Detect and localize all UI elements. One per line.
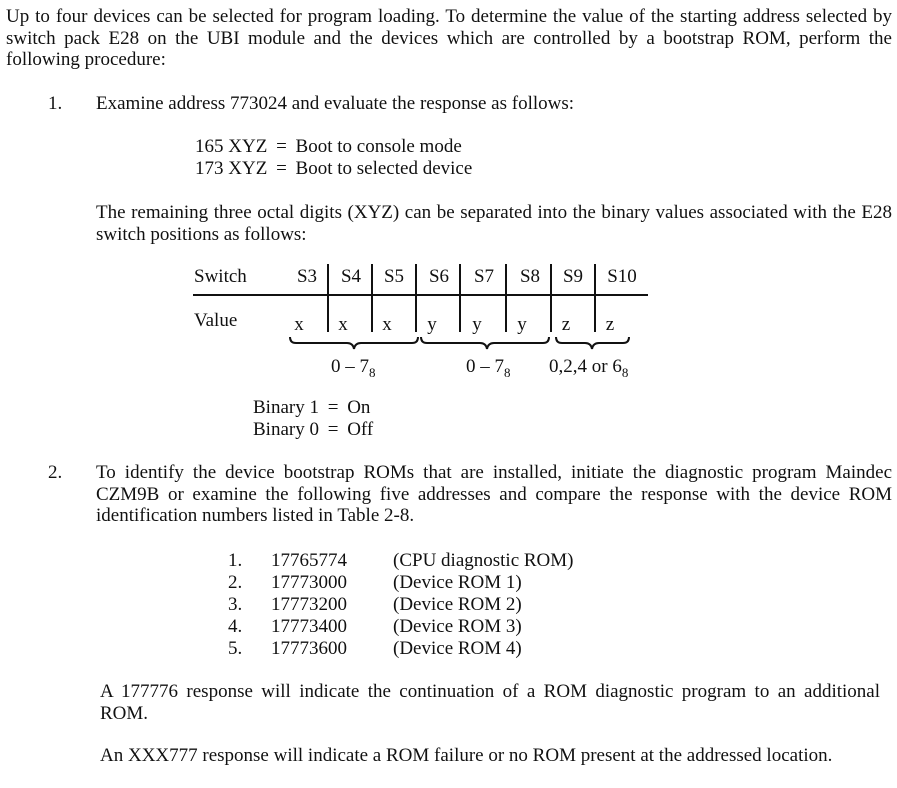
response-code: 173 XYZ xyxy=(195,158,268,179)
address-description: (CPU diagnostic ROM) xyxy=(393,550,574,571)
address-value: 17773200 xyxy=(271,594,347,615)
address-number: 1. xyxy=(228,550,243,571)
switch-value: y xyxy=(517,314,527,335)
binary-equals: = xyxy=(327,397,339,418)
binary-state: On xyxy=(347,397,371,418)
switch-label: S7 xyxy=(473,266,495,287)
switch-label: S3 xyxy=(296,266,318,287)
group-range-x: $0 - 7_8$ xyxy=(331,356,376,380)
switch-row-label: Switch xyxy=(194,266,247,287)
switch-label: S10 xyxy=(607,266,637,287)
switch-label: S6 xyxy=(428,266,450,287)
group-range-z: 0,2,4 or $6_8$ xyxy=(549,356,629,380)
switch-label: S9 xyxy=(562,266,584,287)
switch-value: z xyxy=(561,314,571,335)
address-item xyxy=(228,638,522,660)
switch-separators xyxy=(328,264,595,332)
remaining-digits-paragraph: The remaining three octal digits (XYZ) can be separated into the binary values associated with the E28 switch positions as follows: xyxy=(96,202,892,245)
address-number: 2. xyxy=(228,572,243,593)
grouping-braces xyxy=(290,337,629,349)
switch-label: S4 xyxy=(340,266,362,287)
value-row-label: Value xyxy=(194,310,238,331)
address-number: 5. xyxy=(228,638,243,659)
binary-row xyxy=(253,419,373,441)
step1-text: Examine address 773024 and evaluate the response as follows: xyxy=(96,93,575,114)
address-number: 3. xyxy=(228,594,243,615)
binary-label: Binary 0 xyxy=(253,419,319,440)
step2-number: 2. xyxy=(48,462,63,483)
address-description: (Device ROM 3) xyxy=(393,616,522,637)
switch-value: z xyxy=(605,314,615,335)
group-brace-x xyxy=(290,337,418,349)
address-value: 17773600 xyxy=(271,638,347,659)
switch-value: x xyxy=(294,314,304,335)
switch-label: S8 xyxy=(519,266,541,287)
address-description: (Device ROM 2) xyxy=(393,594,522,615)
response-meaning: Boot to selected device xyxy=(295,158,473,179)
address-item xyxy=(228,616,522,638)
address-description: (Device ROM 4) xyxy=(393,638,522,659)
address-item xyxy=(228,572,522,594)
address-value: 17765774 xyxy=(271,550,347,571)
response-equals: = xyxy=(276,158,287,179)
step1-number: 1. xyxy=(48,93,63,114)
group-brace-z xyxy=(556,337,629,349)
switch-value: x xyxy=(338,314,348,335)
switch-value: y xyxy=(472,314,482,335)
binary-label: Binary 1 xyxy=(253,397,319,418)
address-value: 17773000 xyxy=(271,572,347,593)
address-value: 17773400 xyxy=(271,616,347,637)
continuation-note: A 177776 response will indicate the continuation of a ROM diagnostic program to an additional ROM. xyxy=(100,681,880,724)
failure-note: An XXX777 response will indicate a ROM failure or no ROM present at the addressed location. xyxy=(100,745,833,766)
group-brace-y xyxy=(421,337,549,349)
response-code: 165 XYZ xyxy=(195,136,268,157)
binary-row xyxy=(253,397,370,419)
switch-value: x xyxy=(382,314,392,335)
address-description: (Device ROM 1) xyxy=(393,572,522,593)
switch-label: S5 xyxy=(383,266,405,287)
switch-value: y xyxy=(427,314,437,335)
address-item xyxy=(228,550,574,572)
response-equals: = xyxy=(276,136,287,157)
intro-paragraph: Up to four devices can be selected for program loading. To determine the value of the starting address selected by switch pack E28 on the UBI module and the devices which are controlled by a bootstrap ROM, perform the following procedure: xyxy=(6,6,892,70)
address-item xyxy=(228,594,522,616)
response-meaning: Boot to console mode xyxy=(295,136,462,157)
binary-state: Off xyxy=(347,419,374,440)
step2-text: To identify the device bootstrap ROMs that are installed, initiate the diagnostic program Maindec CZM9B or examine the following five addresses and compare the response with the device ROM identification numbers listed in Table 2-8. xyxy=(96,462,892,526)
binary-equals: = xyxy=(327,419,339,440)
address-number: 4. xyxy=(228,616,243,637)
group-range-y: $0 - 7_8$ xyxy=(466,356,511,380)
